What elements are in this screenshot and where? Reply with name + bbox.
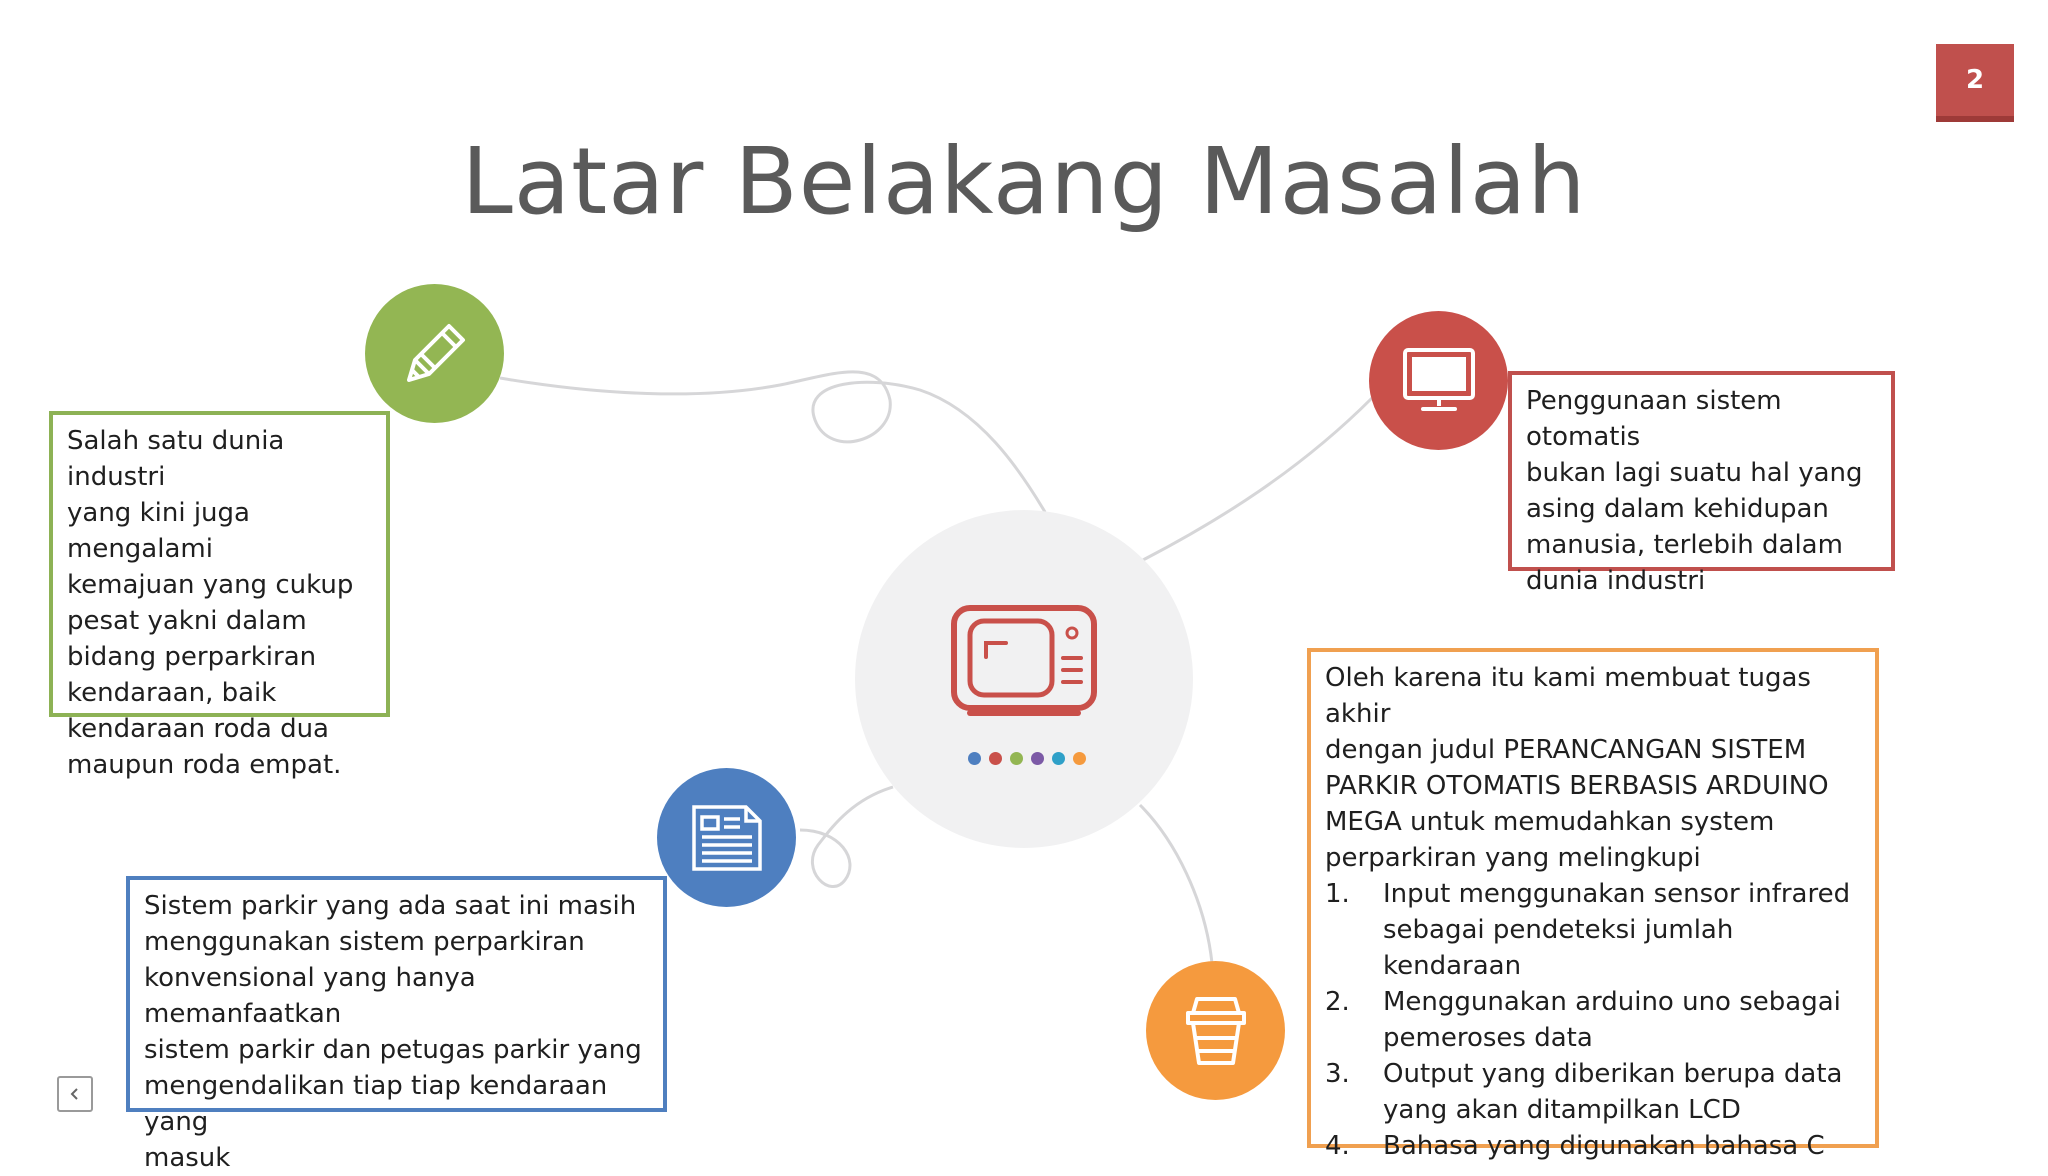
color-dots bbox=[968, 752, 1086, 765]
cup-icon bbox=[1183, 993, 1249, 1069]
text-box-red bbox=[1508, 371, 1895, 596]
pencil-icon-circle bbox=[365, 284, 504, 423]
text-line: MEGA untuk memudahkan system bbox=[1325, 807, 1775, 837]
text-line: yang kini juga mengalami bbox=[67, 498, 250, 564]
text-line: Sistem parkir yang ada saat ini masih bbox=[144, 891, 637, 921]
text-line: maupun roda empat. bbox=[67, 750, 342, 780]
connector-green bbox=[500, 372, 1045, 512]
text-line: Salah satu dunia industri bbox=[67, 426, 285, 492]
monitor-icon bbox=[1401, 346, 1477, 416]
text-line: yang akan ditampilkan LCD bbox=[1383, 1095, 1741, 1125]
text-line: pesat yakni dalam bbox=[67, 606, 307, 636]
text-line: dengan judul PERANCANGAN SISTEM bbox=[1325, 735, 1807, 765]
text-line: sistem parkir dan petugas parkir yang bbox=[144, 1035, 642, 1065]
text-line: Oleh karena itu kami membuat tugas akhir bbox=[1325, 663, 1811, 729]
dot-red bbox=[989, 752, 1002, 765]
text-line: manusia, terlebih dalam bbox=[1526, 530, 1843, 560]
text-line: PARKIR OTOMATIS BERBASIS ARDUINO bbox=[1325, 771, 1829, 801]
page-number-badge: 2 bbox=[1936, 44, 2014, 122]
list-item bbox=[1325, 876, 1861, 984]
text-line: perparkiran yang melingkupi bbox=[1325, 843, 1701, 873]
list-number: 3. bbox=[1325, 1059, 1350, 1089]
list-number: 1. bbox=[1325, 879, 1350, 909]
text-box-blue bbox=[126, 876, 667, 1173]
dot-blue bbox=[968, 752, 981, 765]
numbered-list bbox=[1325, 876, 1861, 1164]
connector-orange bbox=[1140, 805, 1212, 963]
slide-title: Latar Belakang Masalah bbox=[461, 128, 1587, 235]
text-line: sebagai pendeteksi jumlah kendaraan bbox=[1383, 915, 1734, 981]
text-line: dunia industri bbox=[1526, 566, 1706, 596]
text-line: Menggunakan arduino uno sebagai bbox=[1383, 987, 1841, 1017]
dot-cyan bbox=[1052, 752, 1065, 765]
connector-red bbox=[1143, 398, 1372, 560]
pencil-icon bbox=[395, 314, 475, 394]
list-item bbox=[1325, 1056, 1861, 1128]
newspaper-icon-circle bbox=[657, 768, 796, 907]
list-item bbox=[1325, 984, 1861, 1056]
previous-slide-button[interactable] bbox=[57, 1076, 93, 1112]
text-line: kendaraan, baik bbox=[67, 678, 277, 708]
text-line: Input menggunakan sensor infrared bbox=[1383, 879, 1851, 909]
text-box-orange bbox=[1307, 648, 1879, 1161]
list-number: 2. bbox=[1325, 987, 1350, 1017]
text-line: Penggunaan sistem otomatis bbox=[1526, 386, 1782, 452]
text-line: masuk bbox=[144, 1143, 231, 1173]
text-line: kemajuan yang cukup bbox=[67, 570, 354, 600]
tv-icon bbox=[950, 603, 1098, 721]
dot-orange bbox=[1073, 752, 1086, 765]
text-line: bidang perparkiran bbox=[67, 642, 317, 672]
list-item bbox=[1325, 1128, 1861, 1164]
list-number: 4. bbox=[1325, 1131, 1350, 1161]
text-line: mengendalikan tiap tiap kendaraan yang bbox=[144, 1071, 608, 1137]
chevron-left-icon bbox=[67, 1086, 83, 1102]
monitor-icon-circle bbox=[1369, 311, 1508, 450]
dot-green bbox=[1010, 752, 1023, 765]
text-line: menggunakan sistem perparkiran bbox=[144, 927, 585, 957]
cup-icon-circle bbox=[1146, 961, 1285, 1100]
text-line: pemeroses data bbox=[1383, 1023, 1593, 1053]
text-line: konvensional yang hanya memanfaatkan bbox=[144, 963, 476, 1029]
connector-blue bbox=[800, 787, 893, 887]
text-line: Output yang diberikan berupa data bbox=[1383, 1059, 1843, 1089]
newspaper-icon bbox=[690, 803, 764, 873]
text-line: bukan lagi suatu hal yang bbox=[1526, 458, 1863, 488]
text-line: asing dalam kehidupan bbox=[1526, 494, 1829, 524]
dot-purple bbox=[1031, 752, 1044, 765]
text-line: Bahasa yang digunakan bahasa C bbox=[1383, 1131, 1825, 1161]
text-box-green bbox=[49, 411, 390, 780]
text-line: kendaraan roda dua bbox=[67, 714, 329, 744]
